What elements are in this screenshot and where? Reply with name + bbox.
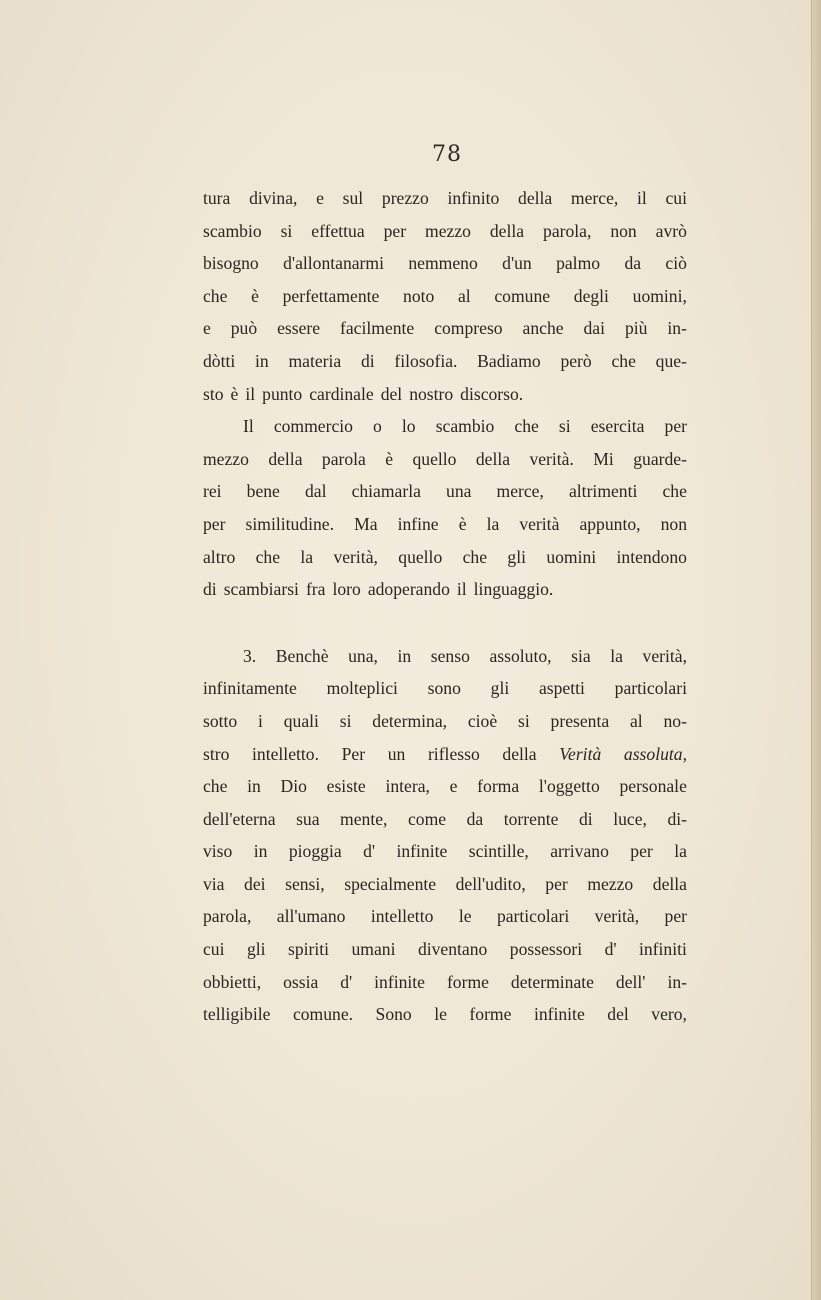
section-gap [203, 606, 687, 640]
body-text [203, 182, 687, 1031]
text-line: tura divina, e sul prezzo infinito della merce, il cui [203, 188, 687, 208]
page-number: 78 [432, 142, 462, 167]
text-line: che in Dio esiste intera, e forma l'oggetto personale [203, 776, 687, 797]
text-line: sto è il punto cardinale del nostro discorso. [203, 383, 524, 404]
text-line: bisogno d'allontanarmi nemmeno d'un palmo da ciò [203, 253, 687, 274]
text-line: telligibile comune. Sono le forme infinite del vero, [203, 1004, 687, 1025]
text-line: mezzo della parola è quello della verità. Mi guarde- [203, 448, 687, 469]
text-line: di scambiarsi fra loro adoperando il linguaggio. [203, 579, 554, 600]
text-line: rei bene dal chiamarla una merce, altrimenti che [203, 481, 687, 502]
text-line: e può essere facilmente compreso anche dai più in- [203, 318, 687, 339]
text-line: per similitudine. Ma infine è la verità appunto, non [203, 513, 687, 534]
paragraph-1 [203, 182, 687, 410]
text-line: stro intelletto. Per un riflesso della Verità assoluta, [203, 743, 687, 764]
text-line: infinitamente molteplici sono gli aspetti particolari [203, 678, 687, 699]
paragraph-3 [203, 640, 687, 1031]
text-line: viso in pioggia d' infinite scintille, arrivano per la [203, 841, 687, 862]
text-line: altro che la verità, quello che gli uomini intendono [203, 546, 687, 567]
text-line: 3. Benchè una, in senso assoluto, sia la verità, [243, 645, 687, 666]
text-line: parola, all'umano intelletto le particolari verità, per [203, 906, 687, 927]
text-line: Il commercio o lo scambio che si esercita per [243, 416, 687, 437]
text-line: obbietti, ossia d' infinite forme determinate dell' in- [203, 971, 687, 992]
paragraph-2 [203, 410, 687, 606]
page-edge [811, 0, 821, 1300]
text-line: via dei sensi, specialmente dell'udito, per mezzo della [203, 873, 687, 894]
text-line: cui gli spiriti umani diventano possessori d' infiniti [203, 939, 687, 960]
text-line: scambio si effettua per mezzo della parola, non avrò [203, 220, 687, 241]
text-line: sotto i quali si determina, cioè si presenta al no- [203, 710, 687, 731]
text-line: dell'eterna sua mente, come da torrente di luce, di- [203, 808, 687, 829]
text-line: che è perfettamente noto al comune degli uomini, [203, 285, 687, 306]
text-line: dòtti in materia di filosofia. Badiamo però che que- [203, 350, 687, 371]
